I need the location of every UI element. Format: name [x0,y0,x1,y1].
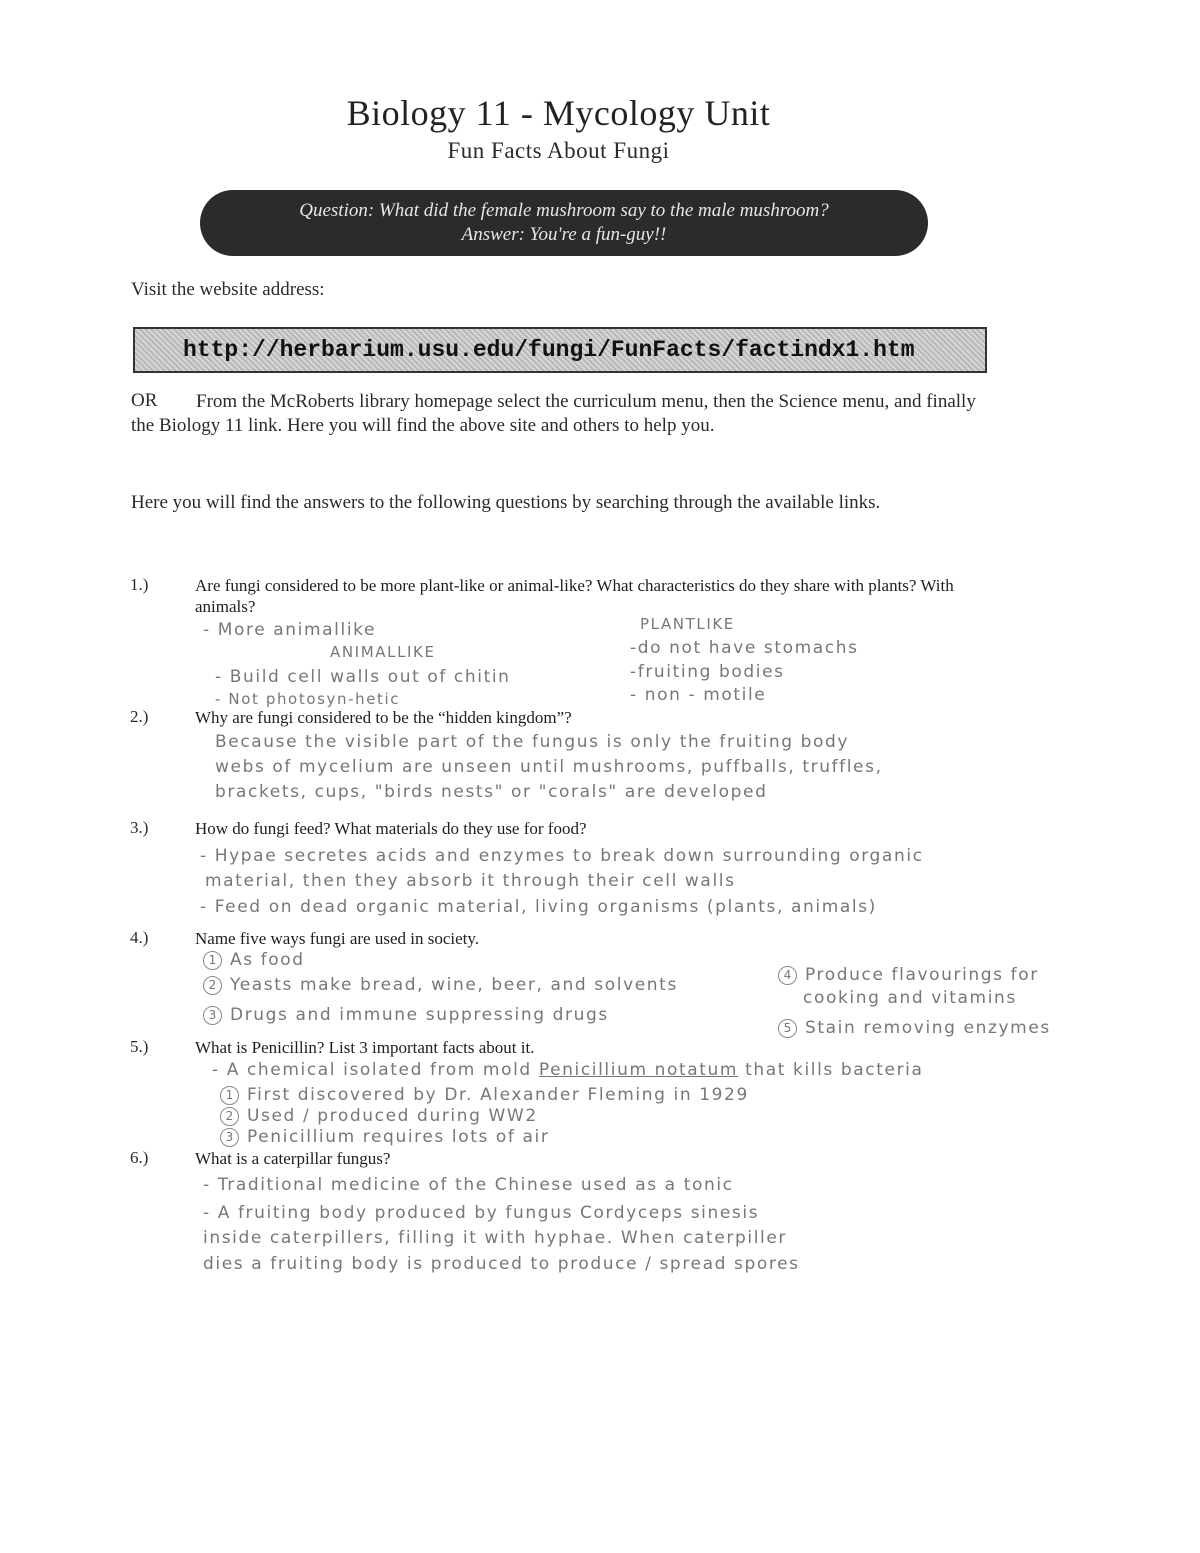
visit-label: Visit the website address: [131,279,325,300]
page-title: Biology 11 - Mycology Unit [346,93,771,133]
q6-answer-line: inside caterpillers, filling it with hyphae. When caterpiller [203,1228,787,1248]
number-circle-icon: 2 [203,976,222,995]
joke-banner [200,190,928,256]
q3-answer-line: - Hypae secretes acids and enzymes to break down surrounding organic [200,846,924,866]
question-6-text: What is a caterpillar fungus? [195,1149,391,1168]
number-circle-icon: 4 [778,966,797,985]
question-5-text: What is Penicillin? List 3 important facts about it. [195,1038,535,1057]
number-circle-icon: 2 [220,1107,239,1126]
search-instructions: Here you will find the answers to the following questions by searching through the available links. [131,492,881,513]
question-1-number: 1.) [130,575,149,594]
q1-plantlike-item: - non - motile [630,685,767,705]
number-circle-icon: 5 [778,1019,797,1038]
q4-answer-item: 1 As food [203,950,305,970]
q4-answer-item-continued: cooking and vitamins [803,988,1017,1008]
joke-answer: Answer: You're a fun-guy!! [461,224,667,245]
question-3-number: 3.) [130,818,149,837]
number-circle-icon: 3 [203,1006,222,1025]
q3-answer-line: - Feed on dead organic material, living organisms (plants, animals) [200,897,877,917]
q2-answer-line: Because the visible part of the fungus is only the fruiting body [215,732,850,752]
q1-plantlike-item: -do not have stomachs [630,638,859,658]
joke-question: Question: What did the female mushroom say to the male mushroom? [299,200,829,221]
q4-answer-item: 4 Produce flavourings for [778,965,1039,985]
q4-answer-item: 5 Stain removing enzymes [778,1018,1051,1038]
q5-answer-item: 1 First discovered by Dr. Alexander Fleming in 1929 [220,1085,749,1105]
q4-answer-item: 3 Drugs and immune suppressing drugs [203,1005,609,1025]
q5-answer-item: 3 Penicillium requires lots of air [220,1127,549,1147]
number-circle-icon: 3 [220,1128,239,1147]
question-3-text: How do fungi feed? What materials do they use for food? [195,819,587,838]
q1-plantlike-item: -fruiting bodies [630,662,785,682]
q1-animallike-item: - Build cell walls out of chitin [215,667,511,687]
q1-plantlike-heading: PLANTLIKE [640,615,735,633]
q4-answer-item: 2 Yeasts make bread, wine, beer, and solvents [203,975,678,995]
q6-answer-line: dies a fruiting body is produced to produce / spread spores [203,1254,800,1274]
question-2-text: Why are fungi considered to be the “hidden kingdom”? [195,708,572,727]
q5-answer-intro: - A chemical isolated from mold Penicillium notatum that kills bacteria [212,1060,924,1080]
number-circle-icon: 1 [203,951,222,970]
question-1-text: Are fungi considered to be more plant-like or animal-like? What characteristics do they share with plants? With animals? [195,576,954,616]
library-instructions: From the McRoberts library homepage select the curriculum menu, then the Science menu, and finally the Biology 11 link. Here you will find the above site and others to help you. [131,391,976,436]
q1-animallike-heading: ANIMALLIKE [330,643,436,661]
question-4-text: Name five ways fungi are used in society. [195,929,480,948]
q1-answer-intro: - More animallike [203,620,377,640]
q2-answer-line: brackets, cups, "birds nests" or "corals" are developed [215,782,768,802]
q6-answer-line: - Traditional medicine of the Chinese used as a tonic [203,1175,734,1195]
q1-animallike-item: - Not photosyn-hetic [215,690,401,708]
question-6-number: 6.) [130,1148,149,1167]
question-2-number: 2.) [130,707,149,726]
species-name: Penicillium notatum [538,1060,739,1080]
q5-answer-item: 2 Used / produced during WW2 [220,1106,538,1126]
page-subtitle: Fun Facts About Fungi [447,138,670,163]
number-circle-icon: 1 [220,1086,239,1105]
question-5-number: 5.) [130,1037,149,1056]
question-4-number: 4.) [130,928,149,947]
q3-answer-line: material, then they absorb it through their cell walls [205,871,736,891]
q6-answer-line: - A fruiting body produced by fungus Cordyceps sinesis [203,1203,760,1223]
q2-answer-line: webs of mycelium are unseen until mushrooms, puffballs, truffles, [215,757,883,777]
website-url: http://herbarium.usu.edu/fungi/FunFacts/factindx1.htm [133,327,987,373]
or-label: OR [131,390,158,411]
